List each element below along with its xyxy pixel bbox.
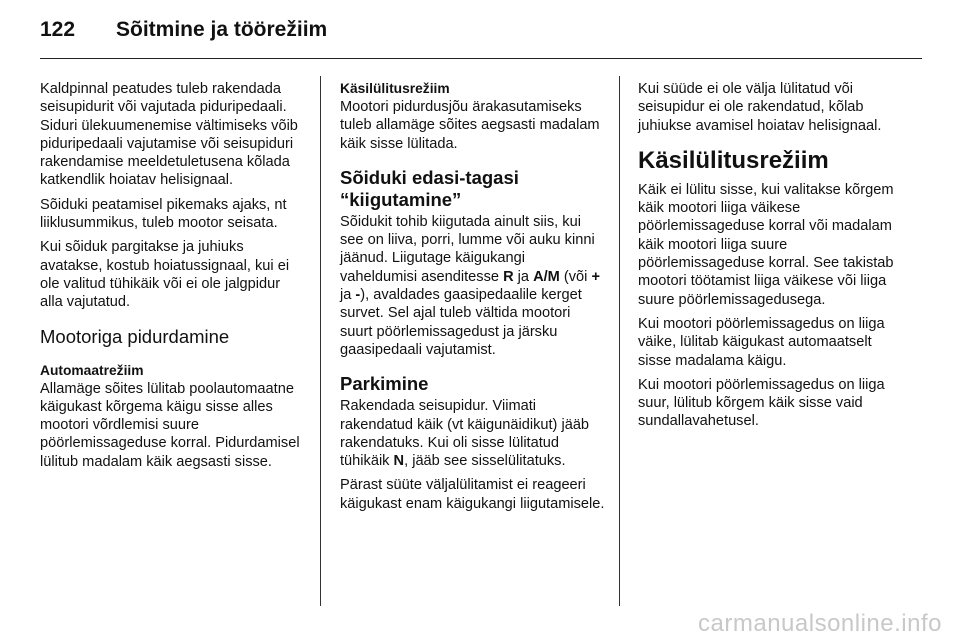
paragraph: Kui süüde ei ole välja lülitatud või seisupidur ei ole rakendatud, kõlab juhiukse avamisel hoiatav helisignaal. (638, 81, 882, 134)
text-run: ), avaldades gaasipedaalile kerget survet. Sel ajal tuleb vältida mootori suurt pöörlemissagedust ja järsku gaasipedaali vajutamist. (340, 287, 582, 358)
key-r: R (503, 268, 514, 285)
key-am: A/M (533, 268, 560, 285)
paragraph: Kaldpinnal peatudes tuleb rakendada seisupidurit või vajutada piduripedaali. Siduri ülekuumenemise vältimiseks võib piduripedaali vajutamise või seisupiduri rakendamise meeldetuletusena kõlada katkendlik hoiatav helisignaal. (40, 81, 298, 189)
column-1 (40, 80, 306, 477)
text-run: (või (559, 268, 592, 285)
column-2 (340, 80, 606, 519)
watermark: carmanualsonline.info (698, 610, 942, 637)
paragraph: Pärast süüte väljalülitamist ei reageeri käigukast enam käigukangi liigutamisele. (340, 477, 605, 512)
key-plus: + (591, 268, 600, 285)
text-run: ja (340, 287, 356, 304)
paragraph: Kui mootori pöörlemissagedus on liiga väike, lülitab käigukast automaatselt sisse madalama käigu. (638, 315, 885, 369)
paragraph: Käik ei lülitu sisse, kui valitakse kõrgem käik mootori liiga väikese pöörlemissageduse korral või madalam käik mootori liiga suure pöörlemissageduse korral. See takistab mootori töötamist liiga väikese või liiga suure pöörlemissagedusega. (638, 181, 894, 308)
paragraph: Allamäge sõites lülitab poolautomaatne käigukast kõrgema käigu sisse alles mootori võrdlemisi suure pöörlemissageduse korral. Pidurdamisel lülitub madalam käik aegsasti sisse. (40, 380, 300, 470)
header-rule (40, 58, 922, 59)
column-divider-1 (320, 76, 321, 606)
subheading-manual-mode: Käsilülitusrežiim (340, 81, 450, 96)
paragraph: Mootori pidurdusjõu ärakasutamiseks tuleb allamäge sõites aegsasti madalam käik sisse lülitada. (340, 99, 600, 152)
text-run: , jääb see sisselülitatuks. (404, 453, 566, 470)
text-run: Rakendada seisupidur. Viimati rakendatud käik (vt käigunäidikut) jääb rakendatuks. Kui oli sisse lülitatud tühikäik (340, 398, 590, 470)
page-title: Sõitmine ja töörežiim (116, 18, 328, 41)
key-n: N (393, 453, 405, 470)
text-run: ja (513, 268, 534, 285)
heading-line: “kiigutamine” (340, 188, 462, 210)
section-heading-rocking (340, 167, 606, 211)
paragraph (340, 397, 606, 470)
section-heading-manual-mode: Käsilülitusrežiim (638, 146, 829, 174)
column-3 (638, 80, 904, 437)
section-heading-engine-braking: Mootoriga pidurdamine (40, 325, 230, 347)
heading-line: Sõiduki edasi-tagasi (340, 166, 519, 188)
paragraph: Kui mootori pöörlemissagedus on liiga suur, lülitub kõrgem käik sisse vaid sundallavahetusel. (638, 376, 885, 430)
page-number: 122 (40, 18, 76, 41)
text-run: Sõidukit tohib kiigutada ainult siis, kui see on liiva, porri, lumme või auku kinni jäänud. Liigutage käigukangi vaheldumisi asenditesse (340, 213, 595, 285)
column-divider-2 (619, 76, 620, 606)
page-header (40, 18, 922, 52)
key-minus: - (355, 287, 361, 304)
section-heading-parking: Parkimine (340, 373, 429, 395)
subheading-automatic-mode: Automaatrežiim (40, 362, 144, 378)
paragraph (340, 213, 606, 359)
paragraph: Sõiduki peatamisel pikemaks ajaks, nt liiklusummikus, tuleb mootor seisata. (40, 196, 287, 232)
paragraph: Kui sõiduk pargitakse ja juhiuks avatakse, kostub hoiatussignaal, kui ei ole valitud tühikäik või ei ole jalgpidur alla vajutatud. (40, 239, 290, 311)
